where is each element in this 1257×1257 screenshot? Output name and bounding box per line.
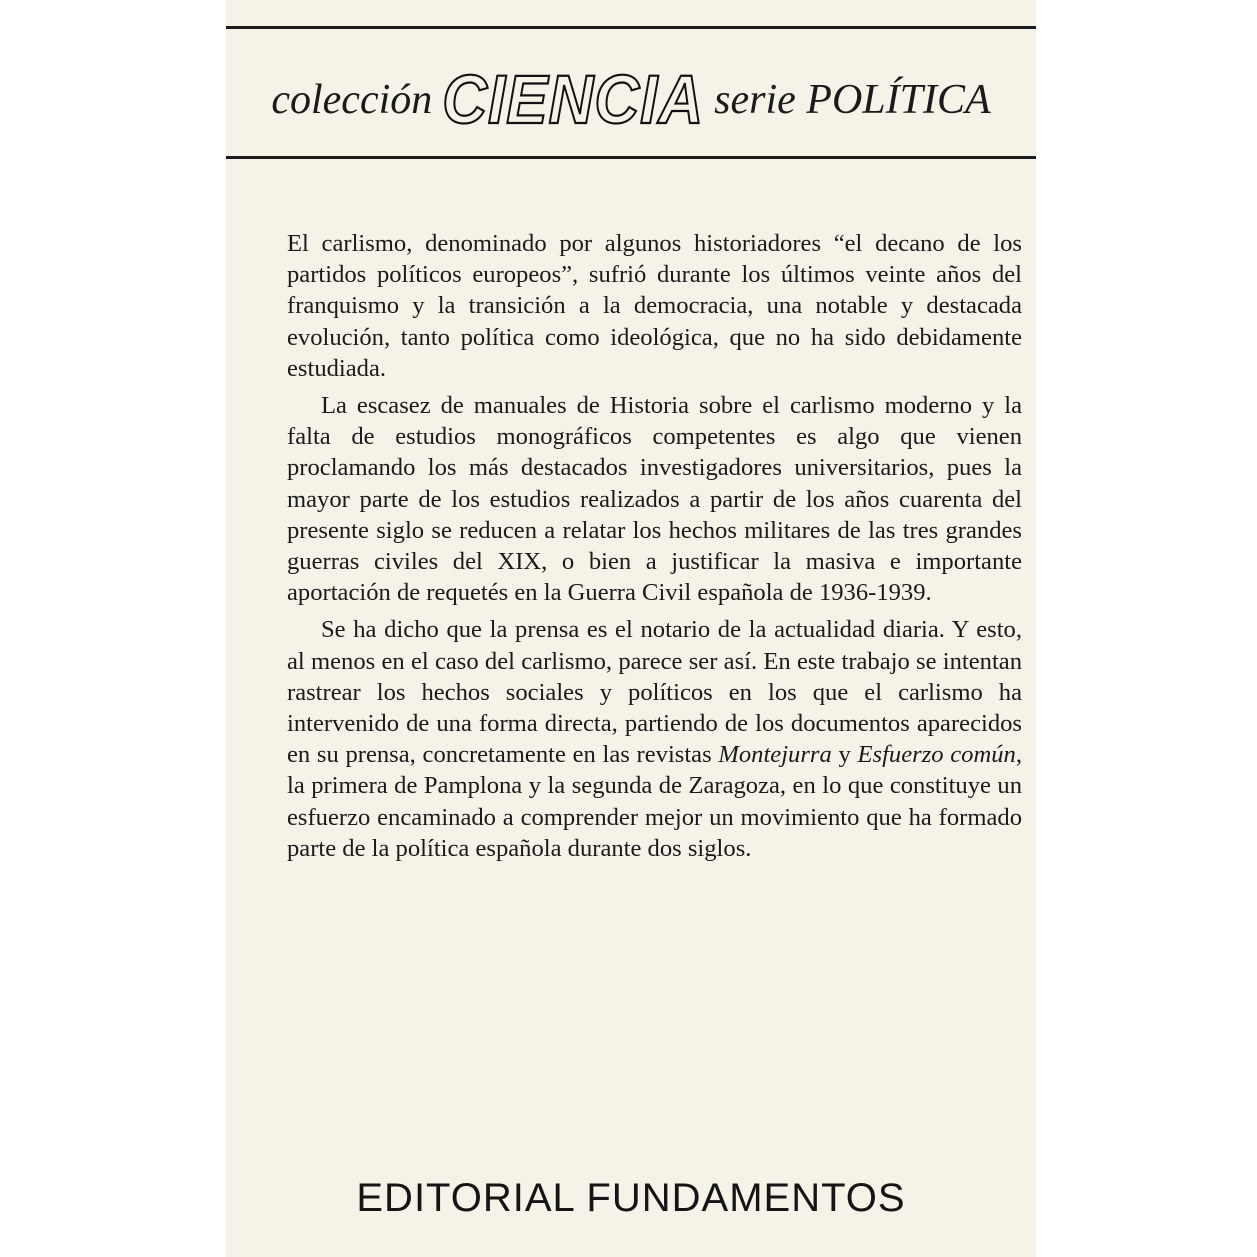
- synopsis-paragraph-3: [287, 614, 1022, 864]
- paragraph-text: Se ha dicho que la prensa es el notario de la actualidad diaria. Y esto, al menos en el caso del carlismo, parece ser así. En este trabajo se intentan rastrear los hechos sociales y políticos en los que el carlismo ha intervenido de una forma directa, partiendo de los documentos aparecidos en su prensa, concretamente en las revistas: [287, 616, 1022, 769]
- magazine-title-montejurra: Montejurra: [718, 741, 832, 769]
- paragraph-text: y: [831, 741, 858, 769]
- collection-header: [226, 52, 1036, 148]
- synopsis-paragraph-2: [287, 390, 1022, 608]
- paragraph-text: El carlismo, denominado por algunos historiadores “el decano de los partidos políticos europeos”, sufrió durante los últimos veinte años del franquismo y la transición a la democracia, una notable y destacada evolución, tanto política como ideológica, que no ha sido debidamente estudiada.: [287, 230, 1022, 382]
- publisher-name: EDITORIAL FUNDAMENTOS: [356, 1176, 906, 1220]
- paragraph-text: La escasez de manuales de Historia sobre el carlismo moderno y la falta de estudios monográficos competentes es algo que vienen proclamando los más destacados investigadores universitarios, pues la mayor parte de los estudios realizados a partir de los años cuarenta del presente siglo se reducen a relatar los hechos militares de las tres grandes guerras civiles del XIX, o bien a justificar la masiva e importante aportación de requetés en la Guerra Civil española de 1936-1939.: [287, 392, 1022, 607]
- collection-prefix: colección: [271, 77, 433, 123]
- header-top-rule: [226, 26, 1036, 29]
- synopsis-paragraph-1: [287, 228, 1022, 384]
- collection-brand-logo: CIENCIA: [442, 62, 705, 138]
- header-bottom-rule: [226, 156, 1036, 159]
- paragraph-text: , la primera de Pamplona y la segunda de Zaragoza, en lo que constituye un esfuerzo encaminado a comprender mejor un movimiento que ha formado parte de la política española durante dos siglos.: [287, 741, 1022, 862]
- synopsis: [287, 228, 1022, 864]
- magazine-title-esfuerzo-comun: Esfuerzo común: [857, 741, 1016, 769]
- series-label: serie POLÍTICA: [714, 77, 991, 123]
